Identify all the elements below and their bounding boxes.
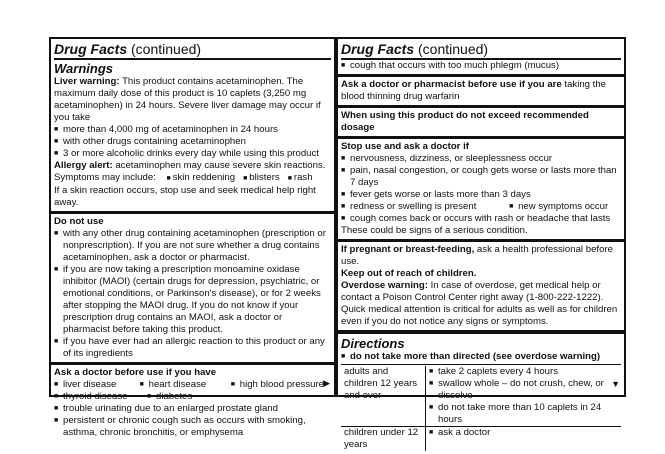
ask-doctor-row-1	[54, 379, 331, 391]
symptom-item	[288, 172, 313, 183]
ask-pharmacist-text: taking the blood thinning drug warfarin	[341, 79, 607, 102]
warnings-title: Warnings	[54, 61, 113, 76]
ask-doctor-item: ■ liver disease	[54, 379, 140, 391]
liver-warning	[54, 76, 331, 124]
directions-item: ■ do not take more than 10 caplets in 24 hours	[429, 402, 618, 426]
do-not-use-item: ■ if you are now taking a prescription monoamine oxidase inhibitor (MAOI) (certain drugs for depression, psychiatric, or emotional conditions, or Parkinson's disease), or for 2 weeks after stopping the MAOI drug. If you do not know if your prescription drug contains an MAOI, ask a doctor or pharmacist before taking this product.	[54, 264, 331, 336]
section-divider	[338, 136, 624, 139]
directions-item: ■ ask a doctor	[429, 427, 618, 439]
directions-divider	[341, 364, 621, 365]
liver-warning-text: This product contains acetaminophen. The maximum daily dose of this product is 10 caplets (3,250 mg acetaminophen) in 24 hours. Severe liver damage may occur if you take	[54, 76, 321, 123]
continue-arrow-icon: ▶	[323, 378, 330, 388]
serious-condition: These could be signs of a serious condition.	[341, 225, 528, 236]
stop-use-list	[341, 153, 621, 201]
pregnancy-label: If pregnant or breast-feeding,	[341, 244, 475, 255]
directions-row	[341, 366, 621, 427]
directions-item: ■ swallow whole – do not crush, chew, or dissolve	[429, 378, 618, 402]
ask-doctor-list	[54, 403, 331, 439]
bullet-icon: ■	[243, 175, 250, 182]
directions-top: ■ do not take more than directed (see overdose warning)	[341, 351, 621, 363]
stop-use-title: Stop use and ask a doctor if	[341, 141, 469, 152]
overdose-text: In case of overdose, get medical help or contact a Poison Control Center right away (1-800-222-1222). Quick medical attention is critical for adults as well as for children even if you do not notice any signs or symptoms.	[341, 280, 618, 327]
symptom-text: skin reddening	[172, 172, 236, 183]
section-divider	[338, 239, 624, 242]
right-header	[341, 41, 621, 60]
liver-list	[54, 124, 331, 160]
section-divider	[51, 362, 334, 365]
symptom-item	[167, 172, 236, 183]
when-using: When using this product do not exceed recommended dosage	[341, 110, 589, 133]
allergy-alert	[54, 160, 331, 172]
allergy-alert-text: acetaminophen may cause severe skin reactions.	[112, 160, 326, 171]
ask-pharmacist	[341, 79, 621, 103]
liver-warning-item: ■ 3 or more alcoholic drinks every day while using this product	[54, 148, 331, 160]
stop-use-item: ■ fever gets worse or lasts more than 3 days	[341, 189, 621, 201]
drug-facts-title: Drug Facts	[54, 41, 128, 57]
directions-title: Directions	[341, 336, 405, 351]
pregnancy-warning	[341, 244, 621, 268]
ask-doctor-item: ■ high blood pressure	[231, 379, 331, 391]
do-not-use-title: Do not use	[54, 216, 104, 227]
bullet-icon: ■	[166, 175, 173, 182]
directions-age-group: adults and children 12 years and over	[341, 366, 426, 427]
skin-reaction-stop: If a skin reaction occurs, stop use and seek medical help right away.	[54, 185, 316, 208]
stop-use-item: ■ new symptoms occur	[509, 201, 621, 213]
phlegm-item: ■ cough that occurs with too much phlegm (mucus)	[341, 60, 621, 72]
section-divider	[338, 330, 624, 334]
symptom-item	[243, 172, 280, 183]
continue-arrow-icon: ▼	[611, 379, 620, 389]
continued-label: (continued)	[127, 41, 202, 57]
bullet-icon: ■	[287, 175, 294, 182]
symptoms-row	[54, 172, 331, 185]
symptom-text: rash	[293, 172, 313, 183]
directions-row	[341, 427, 621, 452]
ask-doctor-title: Ask a doctor before use if you have	[54, 367, 217, 378]
do-not-use-list	[54, 228, 331, 360]
liver-warning-label: Liver warning:	[54, 76, 120, 87]
ask-pharmacist-label: Ask a doctor or pharmacist before use if you are	[341, 79, 562, 90]
keep-out-of-reach: Keep out of reach of children.	[341, 268, 477, 279]
directions-instructions	[426, 427, 622, 452]
overdose-warning	[341, 280, 621, 328]
drug-facts-right-panel	[336, 37, 626, 450]
directions-instructions	[426, 366, 622, 427]
symptoms-label: Symptoms may include:	[54, 172, 156, 183]
do-not-use-item: ■ with any other drug containing acetaminophen (prescription or nonprescription). If you are not sure whether a drug contains acetaminophen, ask a doctor or pharmacist.	[54, 228, 331, 264]
stop-use-item: ■ pain, nasal congestion, or cough gets worse or lasts more than 7 days	[341, 165, 621, 189]
stop-use-pair	[341, 201, 621, 213]
ask-doctor-item: ■ trouble urinating due to an enlarged prostate gland	[54, 403, 331, 415]
directions-age-group: children under 12 years	[341, 427, 426, 452]
stop-use-item: ■ redness or swelling is present	[341, 201, 509, 213]
liver-warning-item: ■ with other drugs containing acetaminophen	[54, 136, 331, 148]
ask-doctor-item: ■ persistent or chronic cough such as occurs with smoking, asthma, chronic bronchitis, or emphysema	[54, 415, 331, 439]
ask-doctor-item: ■ diabetes	[147, 391, 246, 403]
symptom-text: blisters	[249, 172, 280, 183]
section-divider	[51, 211, 334, 214]
ask-doctor-item: ■ thyroid disease	[54, 391, 147, 403]
directions-table	[341, 366, 621, 451]
drug-facts-title: Drug Facts	[341, 41, 415, 57]
stop-use-item: ■ nervousness, dizziness, or sleeplessness occur	[341, 153, 621, 165]
drug-facts-left-panel	[49, 37, 336, 438]
liver-warning-item: ■ more than 4,000 mg of acetaminophen in 24 hours	[54, 124, 331, 136]
overdose-label: Overdose warning:	[341, 280, 428, 291]
allergy-alert-label: Allergy alert:	[54, 160, 113, 171]
continued-label: (continued)	[414, 41, 489, 57]
section-divider	[338, 74, 624, 77]
left-header	[54, 41, 331, 60]
directions-item: ■ take 2 caplets every 4 hours	[429, 366, 618, 378]
ask-doctor-item: ■ heart disease	[140, 379, 231, 391]
stop-use-last: ■ cough comes back or occurs with rash or headache that lasts	[341, 213, 621, 225]
pregnancy-text: ask a health professional before use.	[341, 244, 613, 267]
do-not-use-item: ■ if you have ever had an allergic reaction to this product or any of its ingredients	[54, 336, 331, 360]
section-divider	[338, 105, 624, 108]
ask-doctor-row-2	[54, 391, 331, 403]
